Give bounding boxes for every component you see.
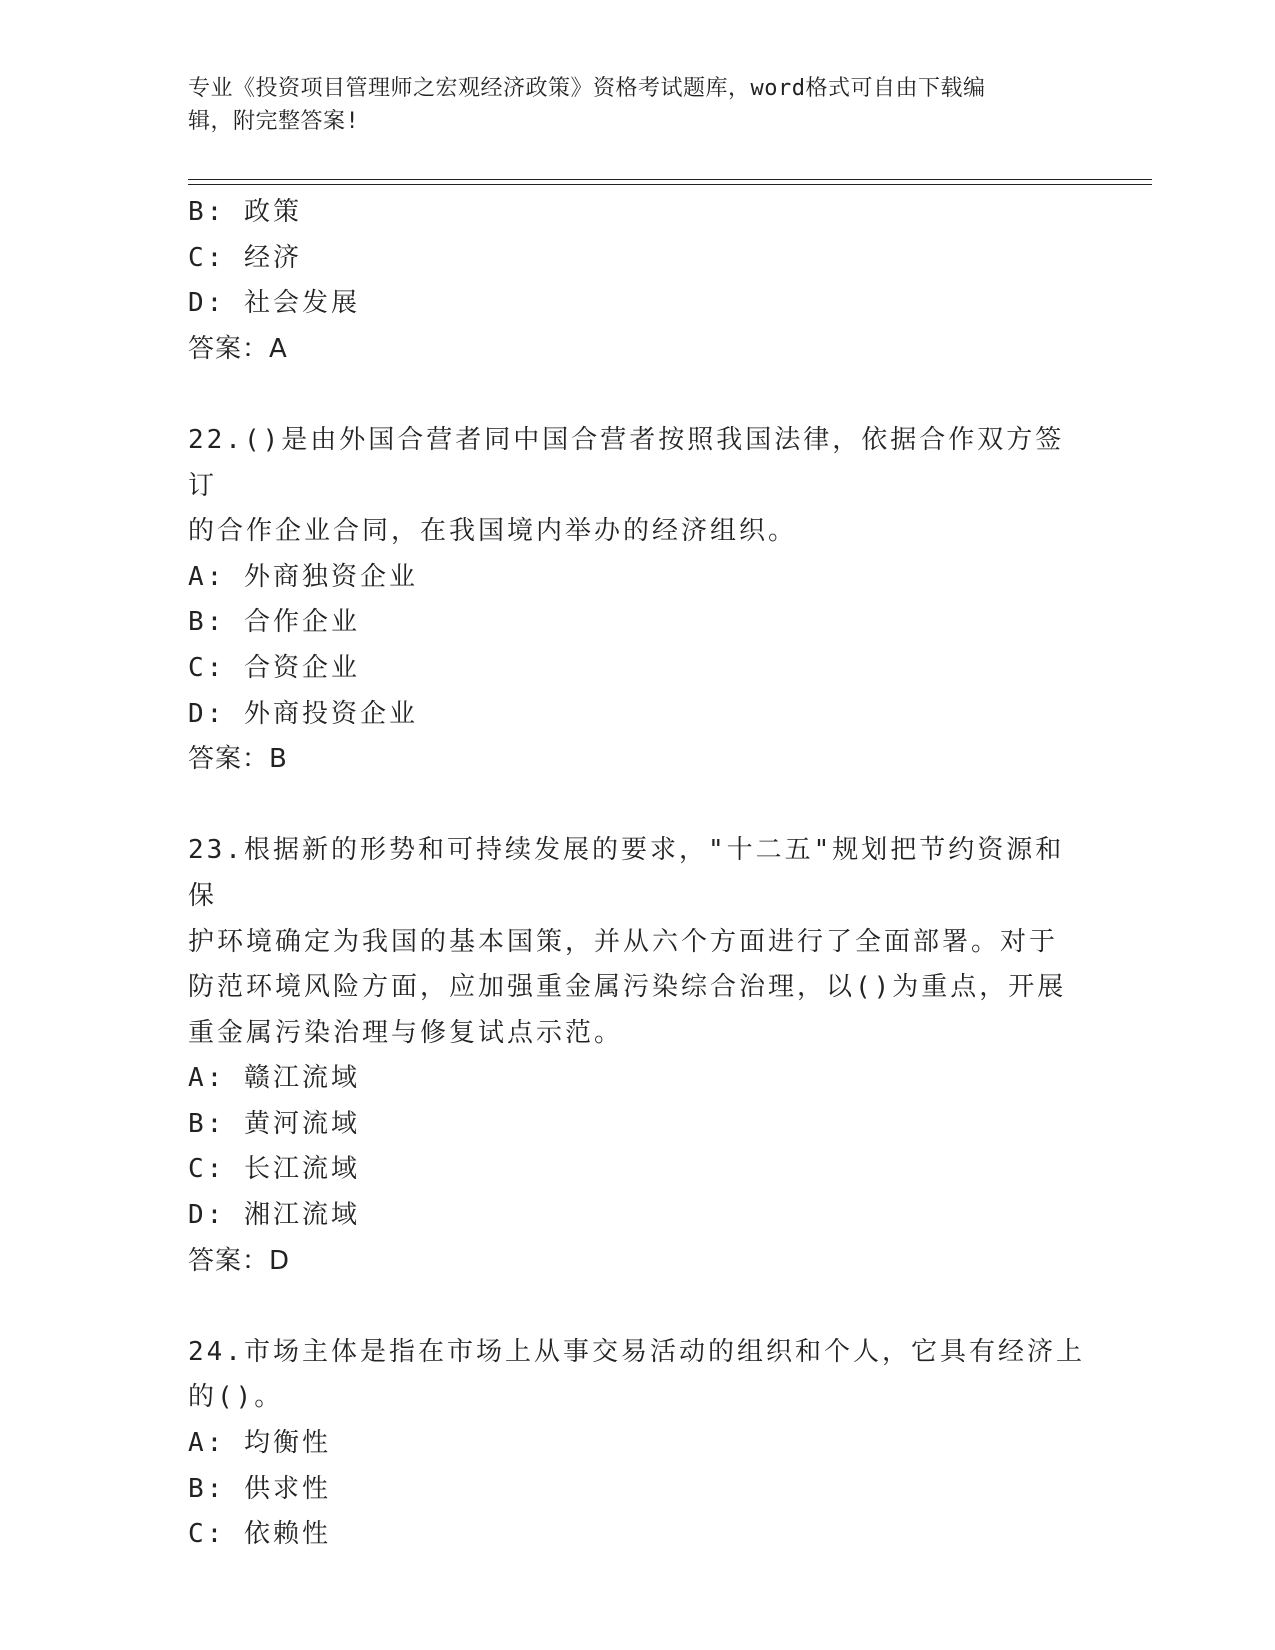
stem-line: 重金属污染治理与修复试点示范。 xyxy=(188,1017,624,1048)
question-22 xyxy=(188,418,1088,783)
option-d: D: 社会发展 xyxy=(188,288,360,319)
option-d: D: 湘江流域 xyxy=(188,1200,360,1231)
stem-line: 24.市场主体是指在市场上从事交易活动的组织和个人，它具有经济上 xyxy=(188,1336,1085,1367)
stem-line: 防范环境风险方面，应加强重金属污染综合治理，以()为重点，开展 xyxy=(188,972,1067,1003)
spacer xyxy=(188,783,1088,829)
option-b: B: 政策 xyxy=(188,197,302,227)
stem-line: 的()。 xyxy=(188,1382,284,1413)
spacer xyxy=(188,372,1088,418)
question-list xyxy=(188,190,1088,1558)
stem-line: 护环境确定为我国的基本国策，并从六个方面进行了全面部署。对于 xyxy=(188,926,1059,957)
answer-line: 答案：B xyxy=(188,744,288,775)
header-line-1: 专业《投资项目管理师之宏观经济政策》资格考试题库，word格式可自由下载编 xyxy=(188,76,986,101)
option-c: C: 依赖性 xyxy=(188,1519,331,1550)
question-stem xyxy=(188,1330,1088,1421)
stem-line: 22.()是由外国合营者同中国合营者按照我国法律，依据合作双方签订 xyxy=(188,424,1065,501)
option-b: B: 合作企业 xyxy=(188,607,360,638)
question-23 xyxy=(188,828,1088,1284)
option-b: B: 供求性 xyxy=(188,1473,331,1504)
option-d: D: 外商投资企业 xyxy=(188,698,418,729)
answer-line: 答案：A xyxy=(188,333,288,364)
question-stem xyxy=(188,828,1088,1056)
question-stem xyxy=(188,418,1088,555)
stem-line: 的合作企业合同，在我国境内举办的经济组织。 xyxy=(188,516,798,547)
document-header xyxy=(188,72,1068,138)
option-b: B: 黄河流域 xyxy=(188,1108,360,1139)
option-a: A: 赣江流域 xyxy=(188,1063,360,1094)
option-a: A: 外商独资企业 xyxy=(188,561,418,592)
header-line-2: 辑，附完整答案! xyxy=(188,109,360,134)
stem-line: 23.根据新的形势和可持续发展的要求，"十二五"规划把节约资源和保 xyxy=(188,835,1065,911)
question-21-continuation xyxy=(188,190,1088,372)
option-c: C: 长江流域 xyxy=(188,1154,360,1185)
option-c: C: 合资企业 xyxy=(188,652,360,683)
spacer xyxy=(188,1284,1088,1330)
option-a: A: 均衡性 xyxy=(188,1428,331,1459)
answer-line: 答案：D xyxy=(188,1245,291,1276)
question-24 xyxy=(188,1330,1088,1558)
header-divider-bottom xyxy=(188,184,1152,185)
header-divider-top xyxy=(188,179,1152,180)
option-c: C: 经济 xyxy=(188,242,302,273)
